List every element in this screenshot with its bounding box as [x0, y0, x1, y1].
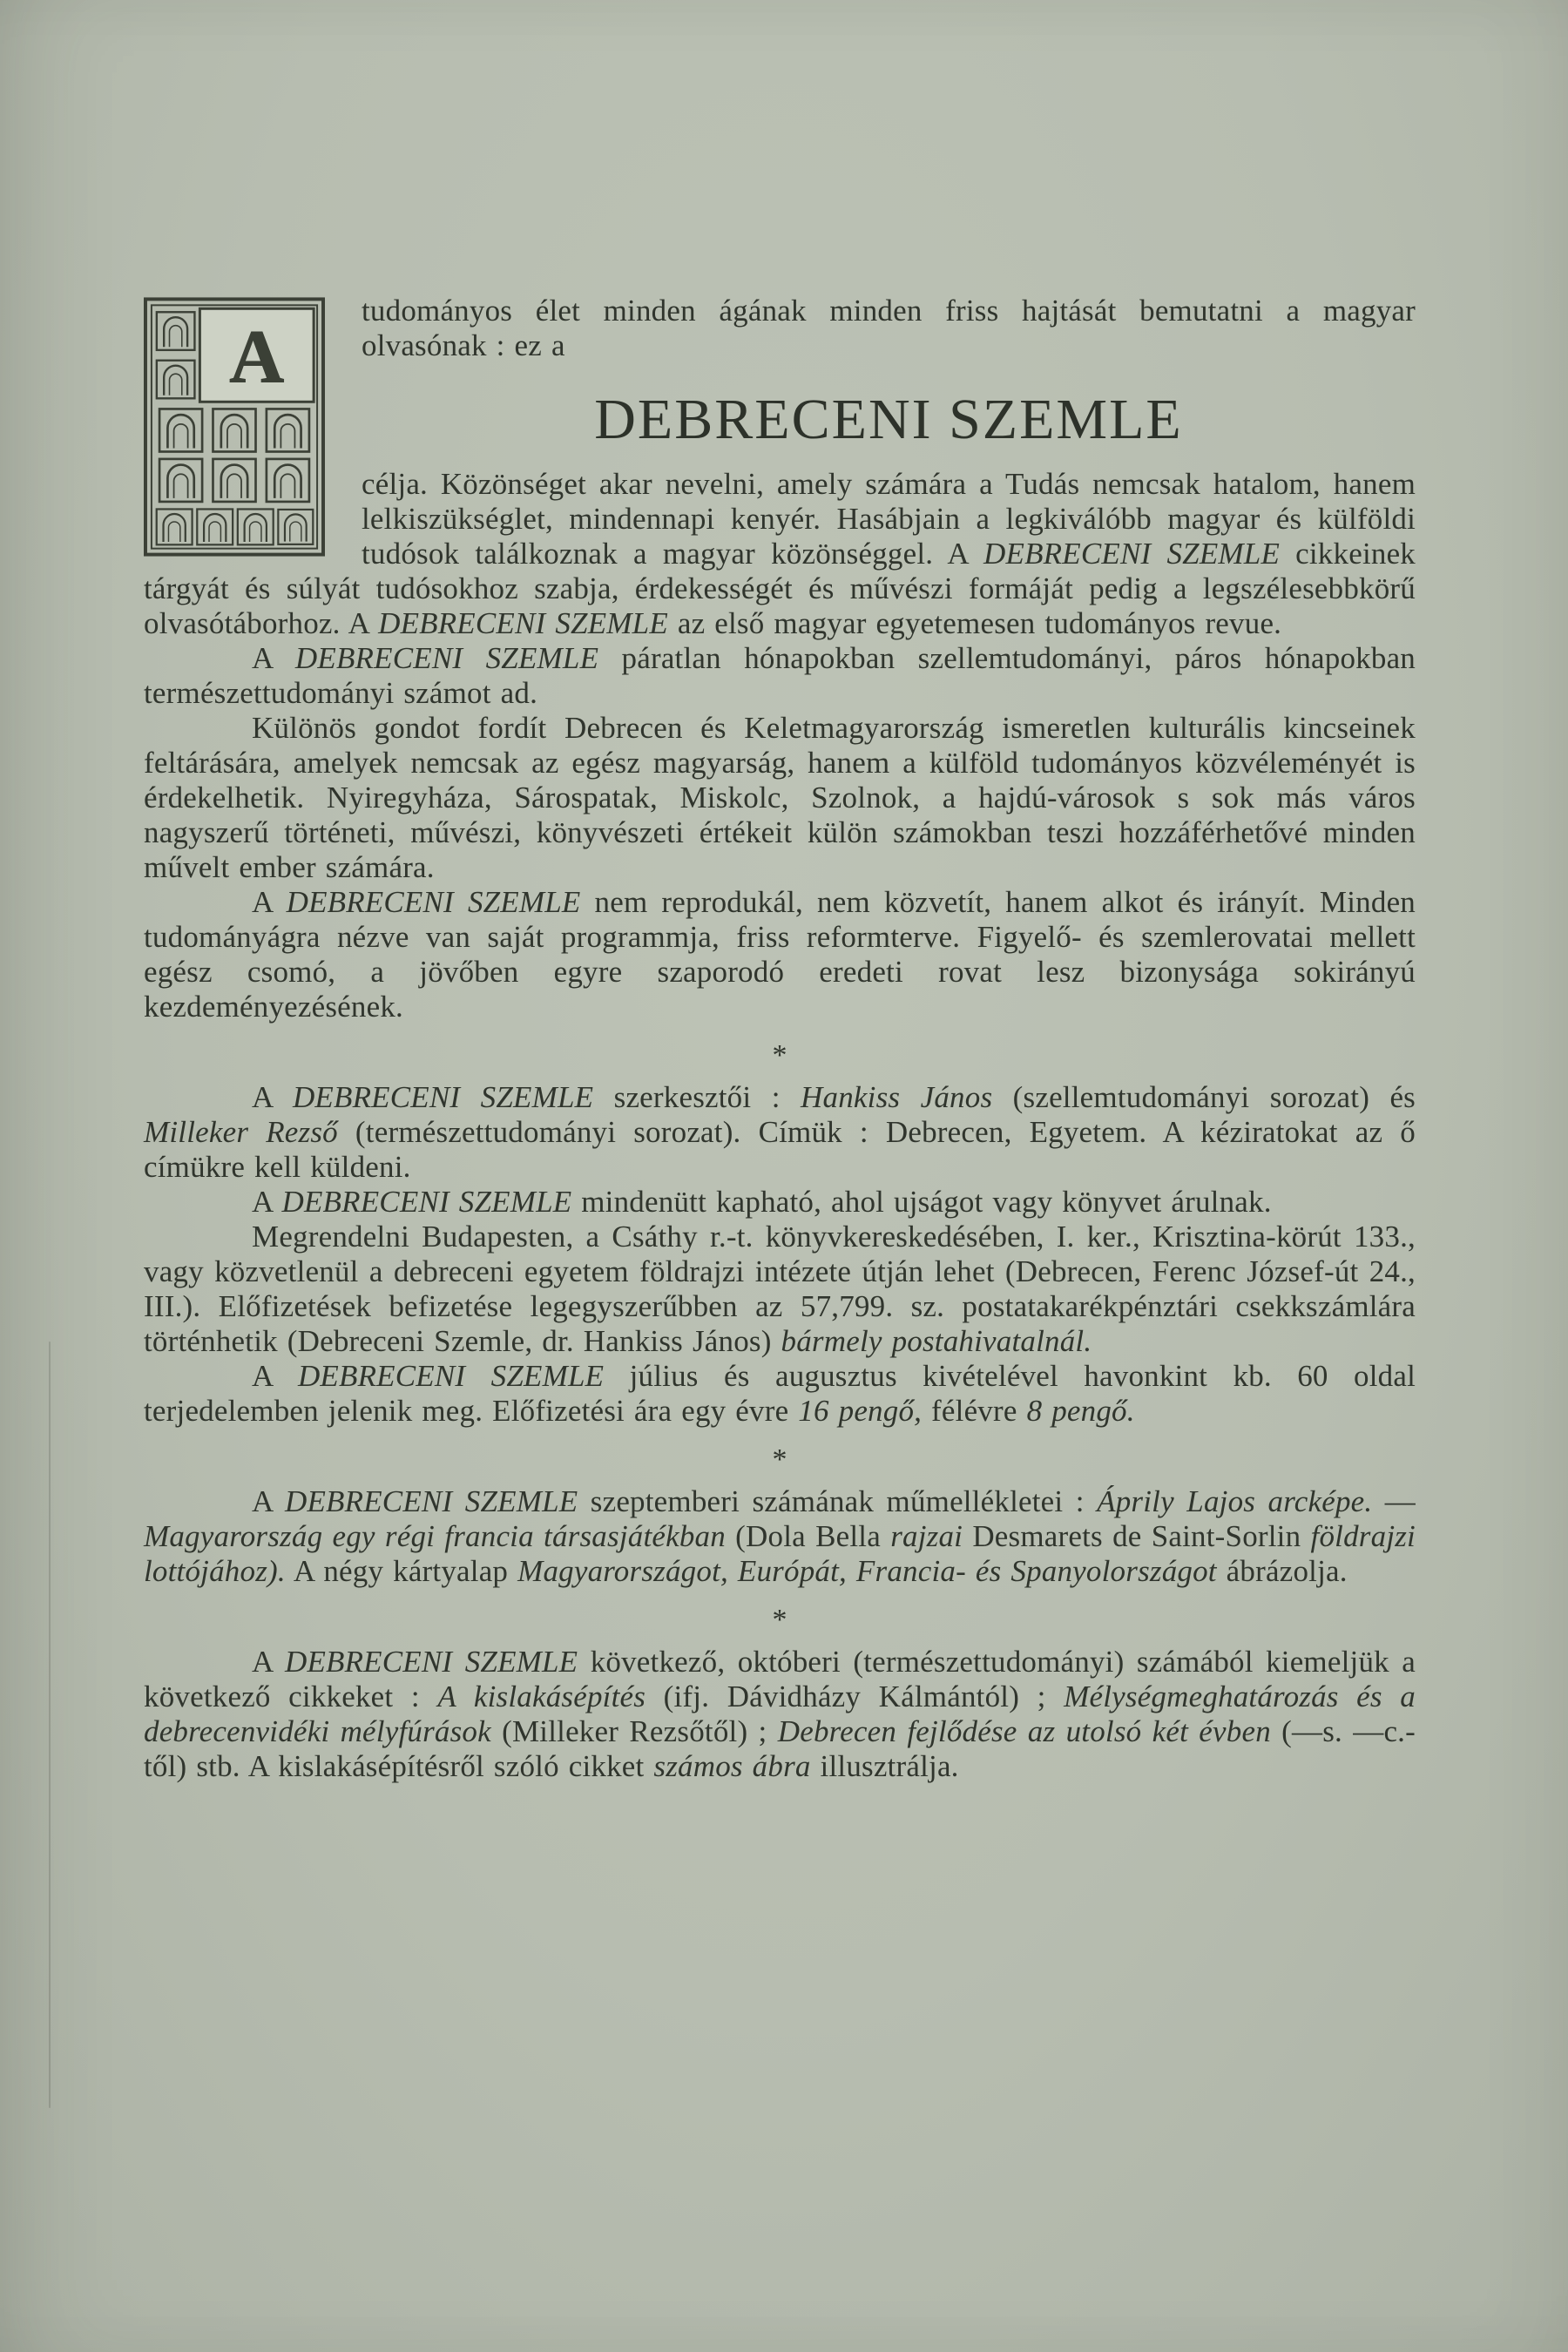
text-run: (ifj. Dávidházy Kálmántól) ; — [645, 1680, 1064, 1714]
text-run: A — [252, 1080, 293, 1115]
italic-text-run: DEBRECENI SZEMLE — [297, 1359, 605, 1394]
italic-text-run: DEBRECENI SZEMLE — [378, 606, 668, 641]
text-run: A — [252, 1359, 298, 1394]
text-run: Desmarets de Saint-Sorlin — [963, 1519, 1311, 1554]
paragraph-availability — [144, 1185, 1416, 1220]
text-run: mindenütt kapható, ahol ujságot vagy könyvet árulnak. — [571, 1185, 1272, 1220]
text-run: (—s. —c.-től) stb. A kislakásépítésről szóló cikket — [144, 1714, 1416, 1784]
text-run: A — [252, 1484, 285, 1519]
italic-text-run: földrajzi lottójához). — [144, 1519, 1416, 1589]
text-run: A — [252, 641, 295, 676]
intro-section — [144, 294, 1416, 641]
italic-text-run: DEBRECENI SZEMLE — [281, 1185, 572, 1220]
text-run: cikkeinek tárgyát és súlyát tudósokhoz szabja, érdekességét és művészi formáját pedig a legszélesebbkörű olvasótáborhoz. A — [144, 537, 1416, 641]
text-run: július és augusztus kivételével havonkint kb. 60 oldal terjedelemben jelenik meg. Előfizetési ára egy évre — [144, 1359, 1416, 1429]
italic-text-run: 8 pengő. — [1026, 1394, 1135, 1429]
italic-text-run: DEBRECENI SZEMLE — [285, 1484, 578, 1519]
paragraph-schedule — [144, 641, 1416, 711]
italic-text-run: Mélységmeghatározás és a debrecenvidéki mélyfúrások — [144, 1680, 1416, 1749]
italic-text-run: DEBRECENI SZEMLE — [284, 1645, 578, 1680]
page-crease — [49, 1342, 51, 2108]
text-run: célja. Közönséget akar nevelni, amely számára a Tudás nemcsak hatalom, hanem lelkiszükséglet, mindennapi kenyér. Hasábjain a legkiválóbb magyar és külföldi tudósok találkoznak a magyar közönséggel. A — [362, 467, 1416, 571]
text-column — [144, 292, 1416, 1784]
italic-text-run: DEBRECENI SZEMLE — [286, 885, 581, 920]
italic-text-run: Debrecen fejlődése az utolsó két évben — [777, 1714, 1271, 1749]
paragraph-ordering — [144, 1220, 1416, 1359]
paragraph-editors — [144, 1080, 1416, 1185]
italic-text-run: DEBRECENI SZEMLE — [294, 641, 599, 676]
text-run: Megrendelni Budapesten, a Csáthy r.-t. könyvkereskedésében, I. ker., Krisztina-körút 133., vagy közvetlenül a debreceni egyetem földrajzi intézete útján lehet (Debrecen, Ferenc József-út 24., III.). Előfizetések befizetése legegyszerűbben az 57,799. sz. postatakarékpénztári csekkszámlára történhetik (Debreceni Szemle, dr. Hankiss János) — [144, 1220, 1416, 1359]
text-run: szerkesztői : — [593, 1080, 801, 1115]
text-run: ábrázolja. — [1216, 1554, 1348, 1589]
italic-text-run: 16 pengő, — [798, 1394, 923, 1429]
paragraph-october-issue — [144, 1645, 1416, 1784]
intro-lead-text — [144, 294, 1416, 363]
text-run: nem reprodukál, nem közvetít, hanem alkot és irányít. Minden tudományágra nézve van saját programmja, friss reformterve. Figyelő- és szemlerovatai mellett egész csomó, a jövőben egyre szaporodó eredeti rovat lesz bizonysága sokirányú kezdeményezésének. — [144, 885, 1416, 1024]
section-separator: * — [772, 1039, 787, 1072]
text-run: szeptemberi számának műmellékletei : — [578, 1484, 1098, 1519]
italic-text-run: A kislakásépítés — [437, 1680, 646, 1714]
text-run: (Milleker Rezsőtől) ; — [490, 1714, 778, 1749]
text-run: (Dola Bella — [725, 1519, 891, 1554]
italic-text-run: DEBRECENI SZEMLE — [983, 537, 1281, 571]
text-run: tudományos élet minden ágának minden friss hajtását bemutatni a magyar olvasónak : ez a — [362, 294, 1416, 362]
text-run: illusztrálja. — [810, 1749, 959, 1784]
journal-title: DEBRECENI SZEMLE — [594, 388, 1183, 451]
italic-text-run: Áprily Lajos arcképe. — [1097, 1484, 1373, 1519]
text-run: A — [252, 1185, 282, 1220]
text-run: páratlan hónapokban szellemtudományi, páros hónapokban természettudományi számot ad. — [144, 641, 1416, 711]
paragraph-frequency-price — [144, 1359, 1416, 1429]
paragraph-regional-focus — [144, 711, 1416, 885]
paragraph-september-issue — [144, 1484, 1416, 1589]
text-run: következő, októberi (természettudományi) számából kiemeljük a következő cikkeket : — [144, 1645, 1416, 1714]
text-run: (természettudományi sorozat). Címük : Debrecen, Egyetem. A kéziratokat az ő címükre kell küldeni. — [144, 1115, 1416, 1185]
intro-body-text — [144, 467, 1416, 641]
ornament-graphic — [144, 296, 325, 558]
text-run: A — [252, 885, 287, 920]
text-run: félévre — [922, 1394, 1027, 1429]
italic-text-run: Hankiss János — [801, 1080, 993, 1115]
initial-letter: A — [229, 314, 285, 399]
text-run: az első magyar egyetemesen tudományos revue. — [667, 606, 1282, 641]
italic-text-run: Milleker Rezső — [144, 1115, 338, 1150]
italic-text-run: Magyarország egy régi francia társasjátékban — [144, 1519, 726, 1554]
italic-text-run: DEBRECENI SZEMLE — [292, 1080, 594, 1115]
section-separator: * — [772, 1604, 787, 1637]
text-run: A négy kártyalap — [285, 1554, 518, 1589]
decorative-initial-block — [144, 296, 325, 558]
italic-text-run: bármely postahivatalnál. — [781, 1324, 1092, 1359]
text-run: Különös gondot fordít Debrecen és Keletmagyarország ismeretlen kulturális kincseinek feltárására, amelyek nemcsak az egész magyarság, hanem a külföld tudományos közvéleményét is érdekelhetik. Nyiregyháza, Sárospatak, Miskolc, Szolnok, a hajdú-városok s sok más város nagyszerű történeti, művészi, könyvészeti értékeit külön számokban teszi hozzáférhetővé minden művelt ember számára. — [144, 711, 1416, 885]
italic-text-run: Magyarországot, Európát, Francia- és Spanyolországot — [517, 1554, 1217, 1589]
section-separator: * — [772, 1443, 787, 1477]
italic-text-run: rajzai — [890, 1519, 963, 1554]
text-run: (szellemtudományi sorozat) és — [992, 1080, 1416, 1115]
text-run: — — [1372, 1484, 1416, 1519]
paragraph-originality — [144, 885, 1416, 1024]
italic-text-run: számos ábra — [653, 1749, 811, 1784]
text-run: A — [252, 1645, 285, 1680]
